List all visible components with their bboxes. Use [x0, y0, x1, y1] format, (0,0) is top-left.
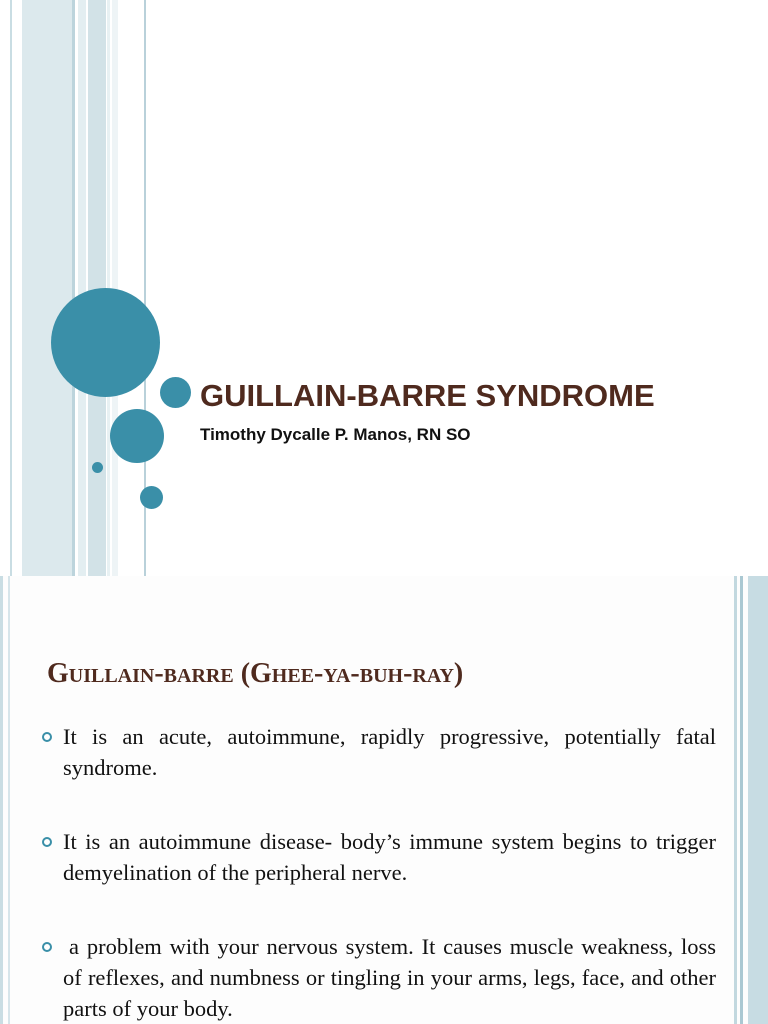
small-circle-decoration	[160, 377, 191, 408]
bullet-item	[40, 721, 716, 783]
tiny-circle-decoration	[92, 462, 103, 473]
bullet-list	[40, 721, 716, 1024]
bullet-text: a problem with your nervous system. It causes muscle weakness, loss of reflexes, and numbness or tingling in your arms, legs, face, and other parts of your body.	[63, 934, 716, 1021]
bullet-circle-icon	[42, 837, 52, 847]
bullet-item	[40, 931, 716, 1024]
small-circle-decoration	[140, 486, 163, 509]
bullet-text: It is an autoimmune disease- body’s immune system begins to trigger demyelination of the peripheral nerve.	[63, 829, 716, 885]
stripe-decoration	[8, 576, 10, 1024]
medium-circle-decoration	[110, 409, 164, 463]
large-circle-decoration	[51, 288, 160, 397]
bullet-circle-icon	[42, 732, 52, 742]
slide-subtitle: Timothy Dycalle P. Manos, RN SO	[200, 425, 471, 444]
stripe-decoration	[0, 576, 3, 1024]
slide-title: GUILLAIN-BARRE SYNDROME	[200, 378, 655, 413]
bullet-text: It is an acute, autoimmune, rapidly progressive, potentially fatal syndrome.	[63, 724, 716, 780]
stripe-decoration	[22, 0, 72, 576]
stripe-decoration	[78, 0, 86, 576]
stripe-decoration	[748, 576, 768, 1024]
bullet-item	[40, 826, 716, 888]
stripe-decoration	[10, 0, 12, 576]
bullet-circle-icon	[42, 942, 52, 952]
stripe-decoration	[734, 576, 737, 1024]
stripe-decoration	[72, 0, 75, 576]
slide-title: Guillain-barre (Ghee-ya-buh-ray)	[47, 658, 464, 689]
content-slide	[0, 576, 768, 1024]
stripe-decoration	[740, 576, 743, 1024]
